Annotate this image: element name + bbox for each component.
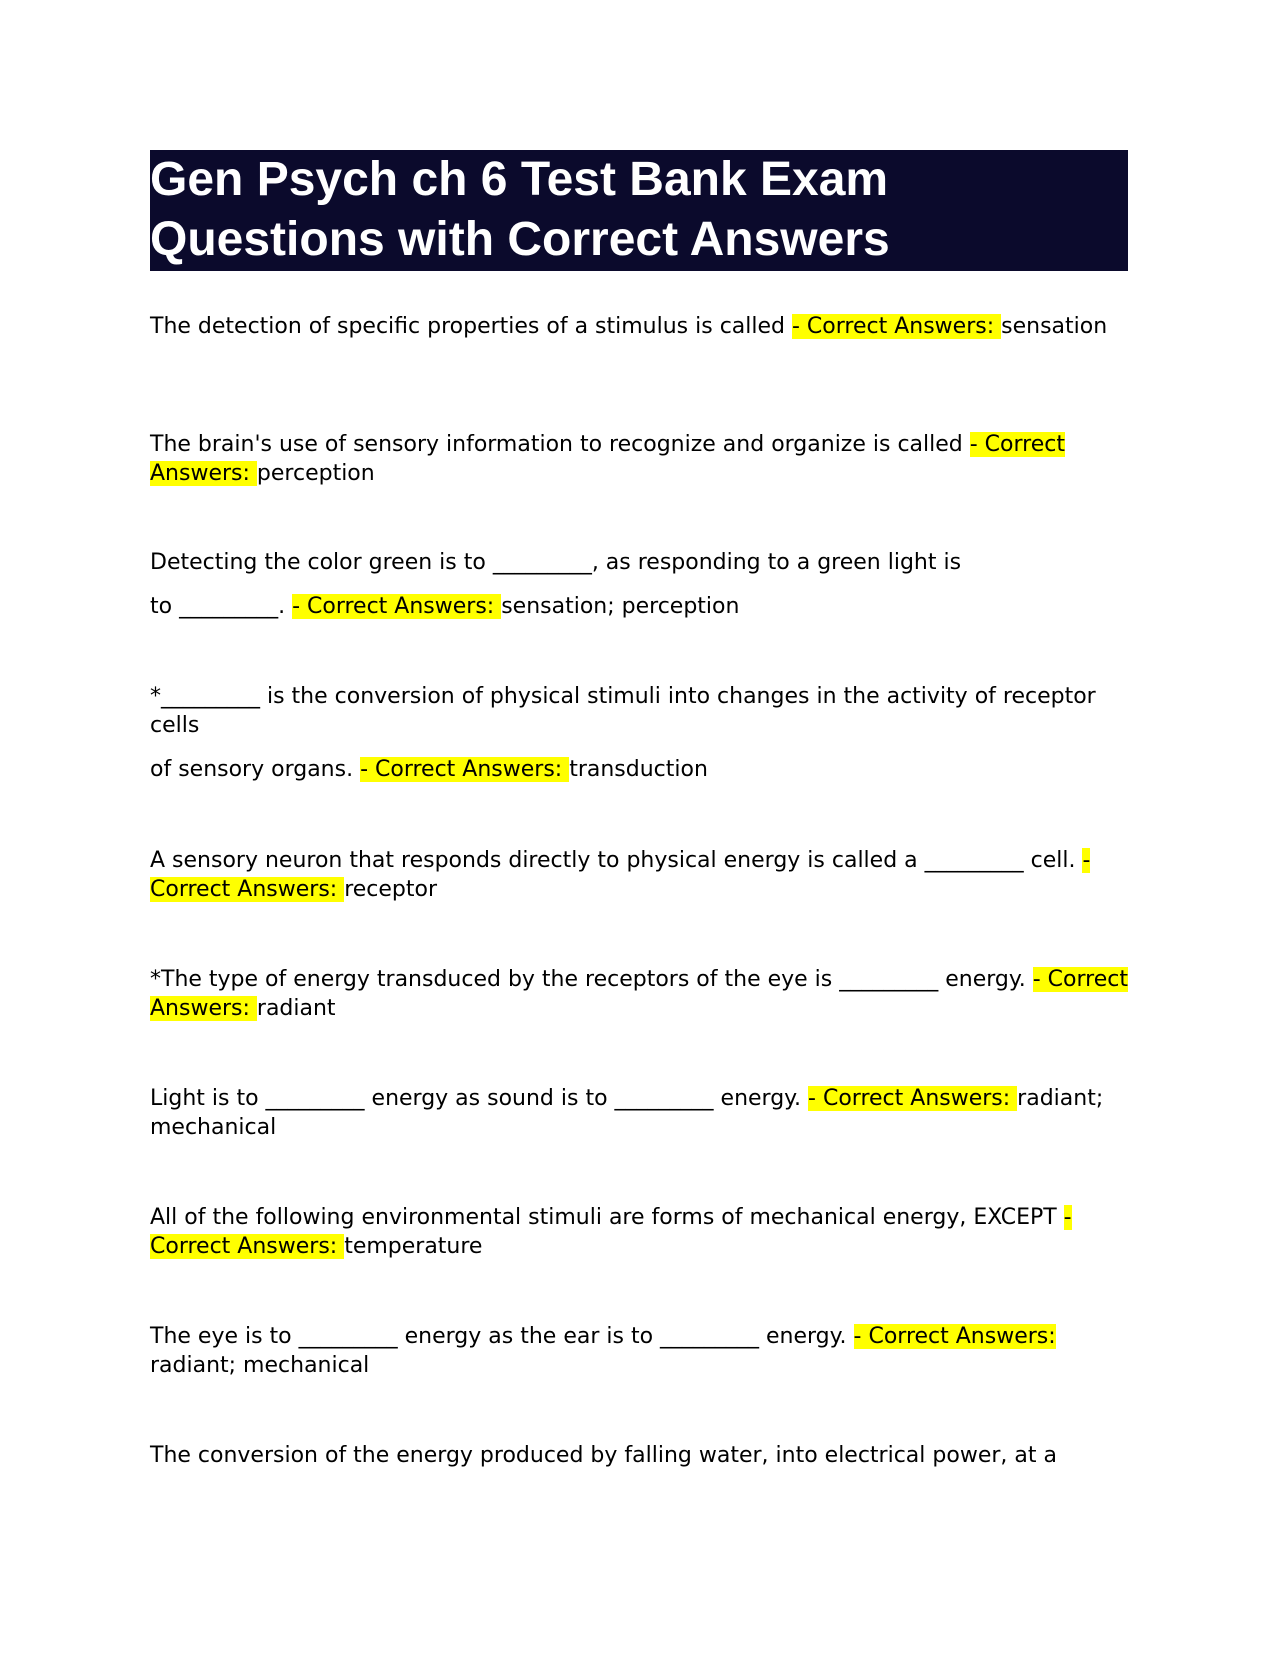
document-title: [150, 150, 1128, 270]
title-line-2: Questions with Correct Answers: [150, 213, 890, 266]
answer-text: receptor: [344, 877, 438, 902]
answer-text: transduction: [569, 757, 708, 782]
answer-text: radiant; mechanical: [150, 1086, 1104, 1140]
title-banner: [150, 150, 1128, 271]
question-text: The conversion of the energy produced by falling water, into electrical power, at a: [150, 1443, 1057, 1468]
answer-text: perception: [256, 461, 375, 486]
qa-item-5: [150, 846, 1130, 904]
answer-marker: - Correct Answers:: [150, 1205, 1072, 1259]
qa-item-9: [150, 1322, 1130, 1380]
answer-marker: - Correct Answers:: [853, 1324, 1056, 1349]
question-text: Light is to _________ energy as sound is to _________ energy.: [150, 1086, 809, 1111]
qa-item-8: [150, 1203, 1130, 1261]
answer-marker: - Correct Answers:: [150, 848, 1091, 902]
qa-item-4: [150, 682, 1130, 784]
answer-text: sensation; perception: [501, 594, 740, 619]
question-continuation: to _________.: [150, 594, 293, 619]
qa-item-6: [150, 965, 1130, 1023]
question-text: All of the following environmental stimuli are forms of mechanical energy, EXCEPT: [150, 1205, 1064, 1230]
answer-marker: - Correct Answers:: [150, 967, 1128, 1021]
qa-item-2: [150, 430, 1130, 488]
answer-text: temperature: [344, 1234, 483, 1259]
question-continuation: of sensory organs.: [150, 757, 361, 782]
question-text: A sensory neuron that responds directly to physical energy is called a _________ cell.: [150, 848, 1083, 873]
answer-marker: - Correct Answers:: [808, 1086, 1018, 1111]
title-line-1: Gen Psych ch 6 Test Bank Exam: [150, 153, 889, 206]
qa-item-1: [150, 312, 1130, 341]
question-text: *The type of energy transduced by the receptors of the eye is _________ energy.: [150, 967, 1033, 992]
answer-text: radiant: [256, 996, 336, 1021]
answer-marker: - Correct Answers:: [792, 314, 1002, 339]
question-continuation-line: [150, 755, 1130, 784]
question-text: Detecting the color green is to _________, as responding to a green light is: [150, 550, 962, 575]
question-text: *_________ is the conversion of physical stimuli into changes in the activity of receptor cells: [150, 684, 1096, 738]
answer-text: radiant; mechanical: [150, 1353, 370, 1378]
question-text: The detection of specific properties of a stimulus is called: [150, 314, 792, 339]
question-continuation-line: [150, 592, 1130, 621]
qa-item-10: [150, 1441, 1130, 1470]
qa-item-7: [150, 1084, 1130, 1142]
answer-marker: - Correct Answers:: [360, 757, 570, 782]
answer-text: sensation: [1001, 314, 1108, 339]
qa-item-3: [150, 548, 1130, 621]
answer-marker: - Correct Answers:: [292, 594, 502, 619]
answer-marker: - Correct Answers:: [150, 432, 1065, 486]
question-text: The brain's use of sensory information to recognize and organize is called: [150, 432, 970, 457]
question-text: The eye is to _________ energy as the ear is to _________ energy.: [150, 1324, 854, 1349]
